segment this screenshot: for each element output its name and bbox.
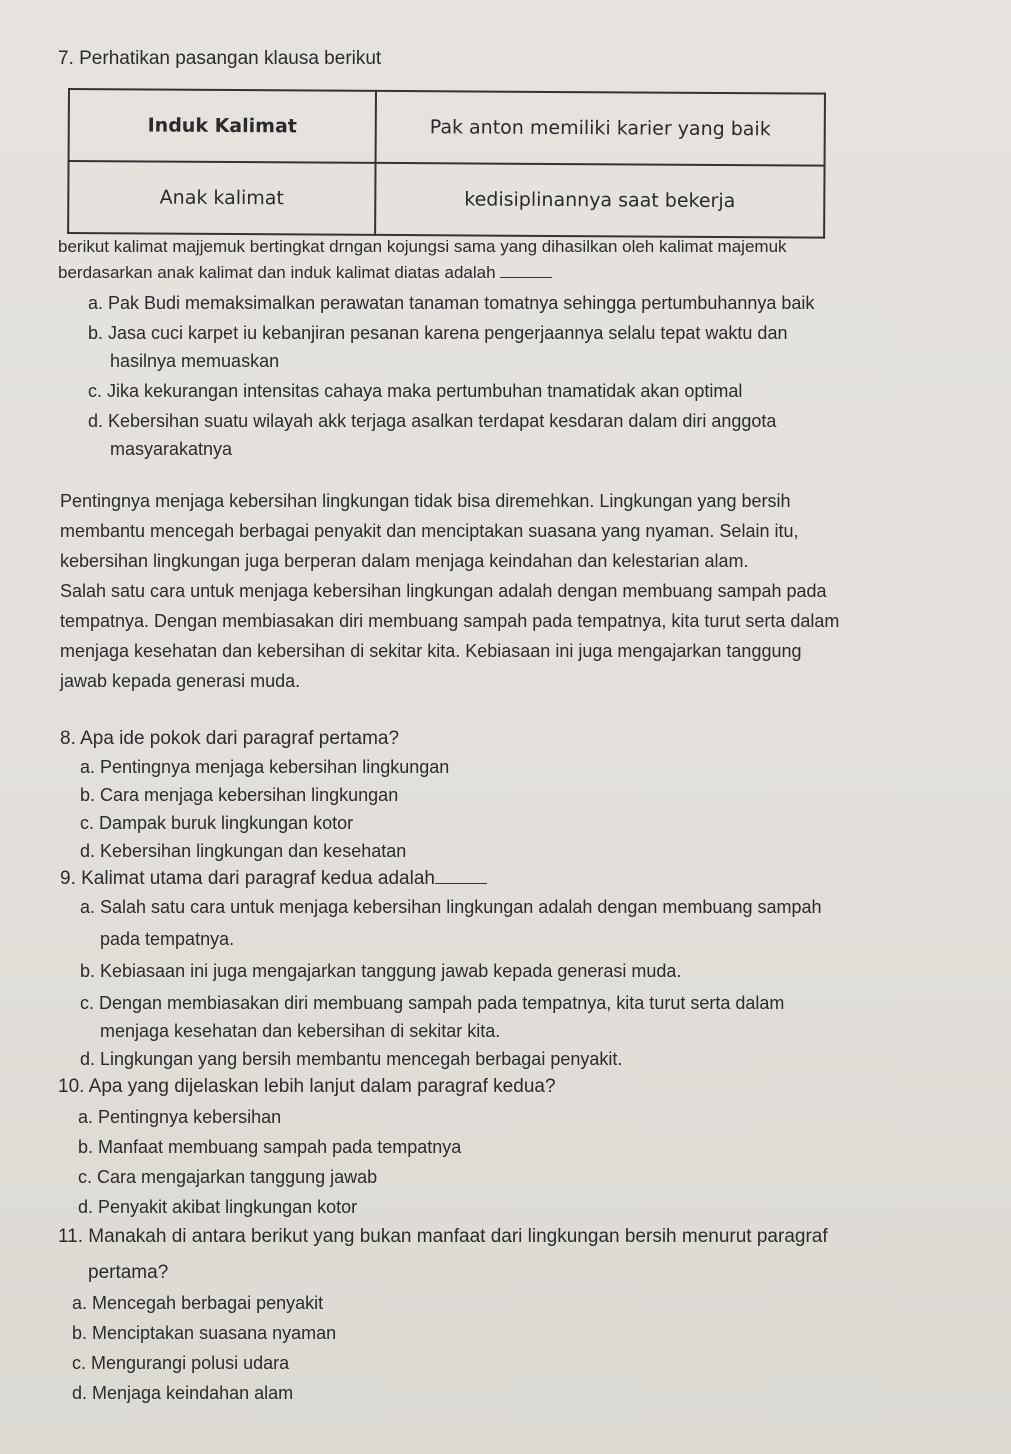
- q10-option-b: b. Manfaat membuang sampah pada tempatnya: [78, 1137, 462, 1157]
- q7-option-d: d. Kebersihan suatu wilayah akk terjaga asalkan terdapat kesdaran dalam diri anggota: [88, 411, 777, 431]
- row1-value: Pak anton memiliki karier yang baik: [376, 91, 825, 166]
- q9-option-a: a. Salah satu cara untuk menjaga kebersihan lingkungan adalah dengan membuang sampah: [80, 897, 822, 917]
- q11-option-d: d. Menjaga keindahan alam: [72, 1383, 294, 1403]
- q7-title: 7. Perhatikan pasangan klausa berikut: [58, 48, 382, 69]
- q8-title: 8. Apa ide pokok dari paragraf pertama?: [60, 728, 400, 749]
- q11-option-c: c. Mengurangi polusi udara: [72, 1353, 290, 1373]
- passage-line-2: membantu mencegah berbagai penyakit dan menciptakan suasana yang nyaman. Selain itu,: [60, 521, 799, 541]
- table-row: [68, 161, 824, 238]
- q7-option-d-cont: masyarakatnya: [110, 439, 233, 459]
- passage-line-1: Pentingnya menjaga kebersihan lingkungan tidak bisa diremehkan. Lingkungan yang bersih: [60, 491, 791, 511]
- q11-title-cont: pertama?: [88, 1262, 169, 1283]
- q7-option-c: c. Jika kekurangan intensitas cahaya maka pertumbuhan tnamatidak akan optimal: [88, 381, 743, 401]
- q9-option-c: c. Dengan membiasakan diri membuang sampah pada tempatnya, kita turut serta dalam: [80, 993, 785, 1013]
- q8-option-a: a. Pentingnya menjaga kebersihan lingkungan: [80, 757, 450, 777]
- q7-option-b-cont: hasilnya memuaskan: [110, 351, 280, 371]
- q7-stem-line2: berdasarkan anak kalimat dan induk kalimat diatas adalah: [58, 262, 552, 284]
- passage-line-4: Salah satu cara untuk menjaga kebersihan lingkungan adalah dengan membuang sampah pada: [60, 581, 827, 601]
- q9-option-b: b. Kebiasaan ini juga mengajarkan tanggung jawab kepada generasi muda.: [80, 961, 682, 981]
- passage-line-7: jawab kepada generasi muda.: [60, 671, 301, 691]
- q9-option-d: d. Lingkungan yang bersih membantu mencegah berbagai penyakit.: [80, 1049, 623, 1069]
- q10-title: 10. Apa yang dijelaskan lebih lanjut dalam paragraf kedua?: [58, 1076, 556, 1097]
- table-row: [69, 89, 825, 166]
- passage-line-3: kebersihan lingkungan juga berperan dalam menjaga keindahan dan kelestarian alam.: [60, 551, 749, 571]
- klausa-table: [67, 88, 826, 239]
- q7-option-b: b. Jasa cuci karpet iu kebanjiran pesanan karena pengerjaannya selalu tepat waktu dan: [88, 323, 788, 343]
- passage-line-6: menjaga kesehatan dan kebersihan di sekitar kita. Kebiasaan ini juga mengajarkan tanggung: [60, 641, 802, 661]
- q11-option-a: a. Mencegah berbagai penyakit: [72, 1293, 324, 1313]
- row2-label: Anak kalimat: [68, 161, 375, 235]
- q7-stem-line1: berikut kalimat majjemuk bertingkat drngan kojungsi sama yang dihasilkan oleh kalimat majemuk: [58, 237, 787, 256]
- row1-label: Induk Kalimat: [69, 89, 376, 163]
- q9-option-c-cont: menjaga kesehatan dan kebersihan di sekitar kita.: [100, 1021, 501, 1041]
- q11-option-b: b. Menciptakan suasana nyaman: [72, 1323, 337, 1343]
- q8-option-b: b. Cara menjaga kebersihan lingkungan: [80, 785, 399, 805]
- q7-option-a: a. Pak Budi memaksimalkan perawatan tanaman tomatnya sehingga pertumbuhannya baik: [88, 293, 815, 313]
- passage-line-5: tempatnya. Dengan membiasakan diri membuang sampah pada tempatnya, kita turut serta dalam: [60, 611, 840, 631]
- q10-option-a: a. Pentingnya kebersihan: [78, 1107, 282, 1127]
- answer-blank: [435, 871, 487, 884]
- q10-option-c: c. Cara mengajarkan tanggung jawab: [78, 1167, 378, 1187]
- answer-blank: [500, 265, 552, 278]
- q11-title: 11. Manakah di antara berikut yang bukan manfaat dari lingkungan bersih menurut paragraf: [58, 1226, 828, 1247]
- q8-option-c: c. Dampak buruk lingkungan kotor: [80, 813, 354, 833]
- q9-title: 9. Kalimat utama dari paragraf kedua adalah: [60, 868, 487, 890]
- q9-option-a-cont: pada tempatnya.: [100, 929, 235, 949]
- row2-value: kedisiplinannya saat bekerja: [375, 163, 824, 238]
- q8-option-d: d. Kebersihan lingkungan dan kesehatan: [80, 841, 407, 861]
- q10-option-d: d. Penyakit akibat lingkungan kotor: [78, 1197, 358, 1217]
